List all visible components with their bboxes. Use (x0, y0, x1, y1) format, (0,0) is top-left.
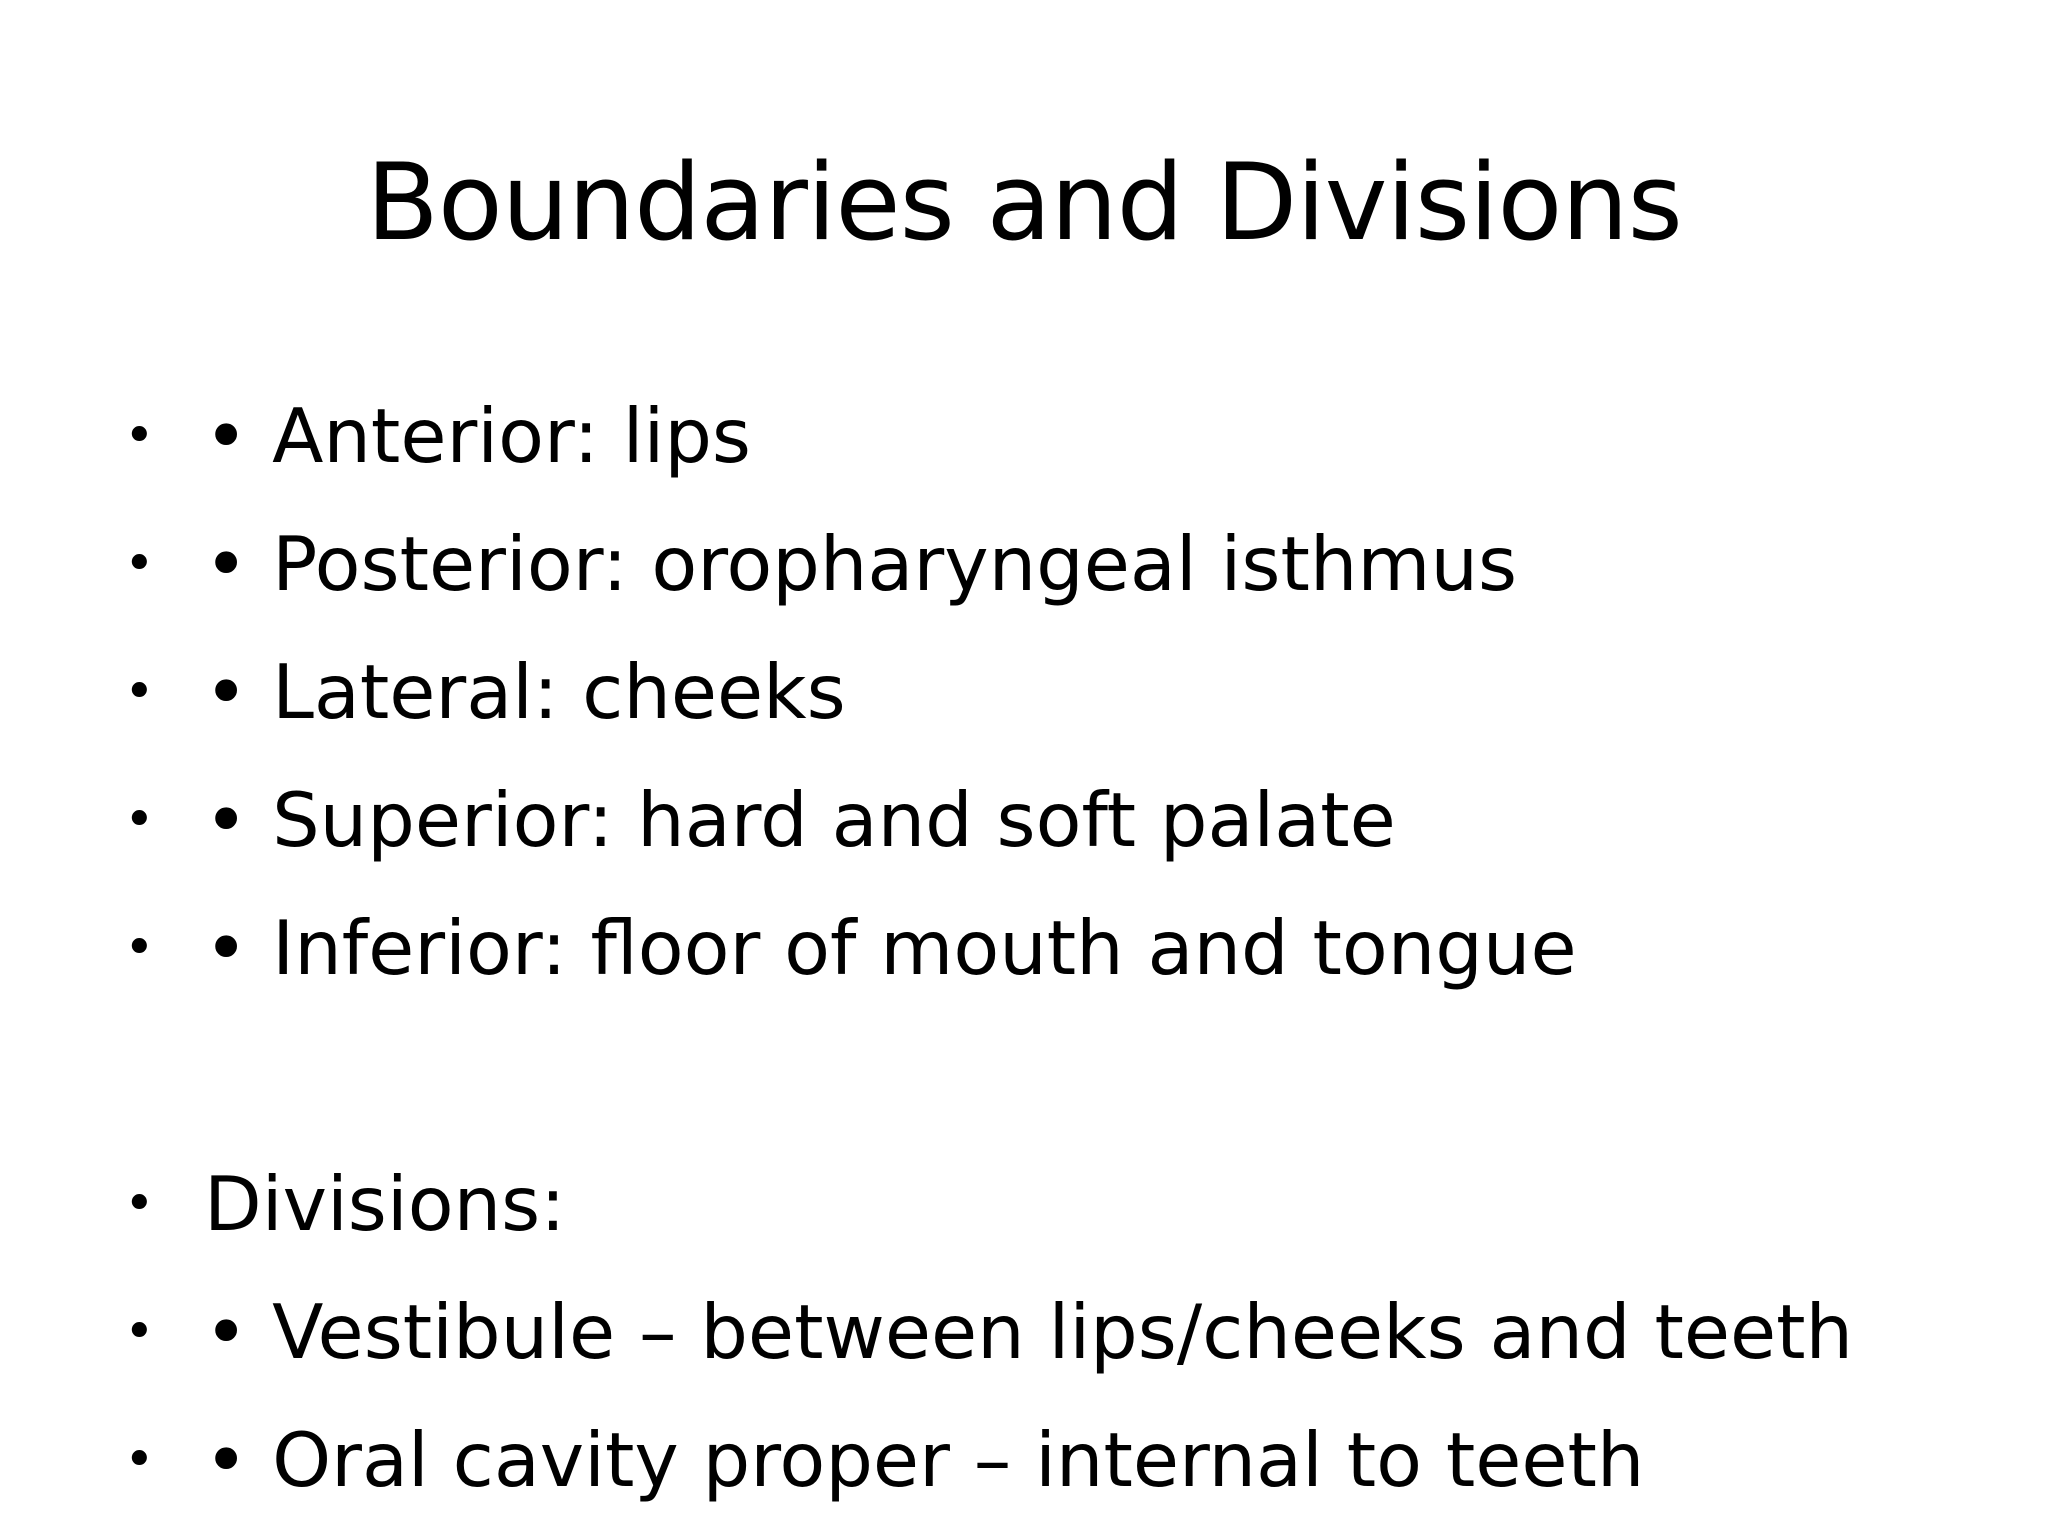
slide-title: Boundaries and Divisions (366, 141, 1682, 264)
list-item-text: • Inferior: floor of mouth and tongue (204, 904, 1577, 992)
bullet-icon: • (124, 1430, 155, 1490)
list-item-superior (124, 756, 2004, 884)
list-item-oral-cavity-proper (124, 1396, 2004, 1524)
bullet-icon: • (124, 1302, 155, 1362)
list-item-text: • Lateral: cheeks (204, 648, 846, 736)
bullet-icon: • (124, 790, 155, 850)
list-item-text: • Anterior: lips (204, 392, 752, 480)
list-item-text: Divisions: (204, 1160, 566, 1248)
bullet-icon: • (124, 918, 155, 978)
list-item-vestibule (124, 1268, 2004, 1396)
list-item-text: • Posterior: oropharyngeal isthmus (204, 520, 1518, 608)
list-item-text: • Superior: hard and soft palate (204, 776, 1396, 864)
bullet-icon: • (124, 1174, 155, 1234)
list-item-inferior (124, 884, 2004, 1012)
bullet-icon: • (124, 534, 155, 594)
bullet-list (124, 372, 2004, 1524)
list-item-divisions-heading (124, 1140, 2004, 1268)
list-item-text: • Oral cavity proper – internal to teeth (204, 1416, 1645, 1504)
bullet-icon: • (124, 662, 155, 722)
list-item-text: • Vestibule – between lips/cheeks and teeth (204, 1288, 1854, 1376)
list-item-anterior (124, 372, 2004, 500)
bullet-icon: • (124, 406, 155, 466)
list-item-lateral (124, 628, 2004, 756)
list-item-posterior (124, 500, 2004, 628)
